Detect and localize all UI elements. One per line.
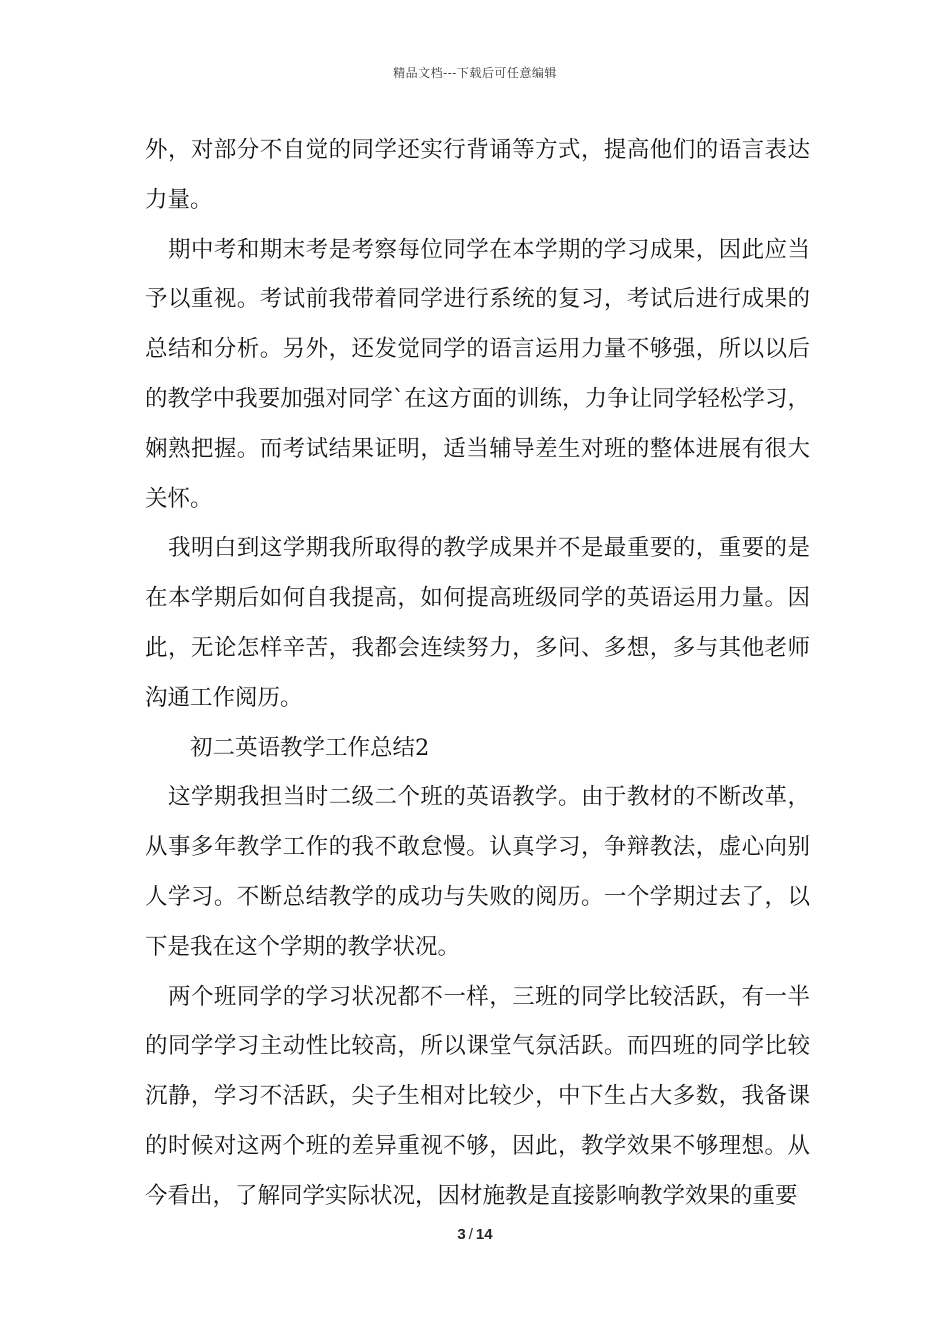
- section-heading: 初二英语教学工作总结2: [190, 734, 430, 761]
- total-pages-number: 14: [475, 1226, 493, 1243]
- page-header: 精品文档---下载后可任意编辑: [393, 66, 557, 80]
- paragraph: 我明白到这学期我所取得的教学成果并不是最重要的，重要的是在本学期后如何自我提高，如何提高班级同学的英语运用力量。因此，无论怎样辛苦，我都会连续努力，多问、多想，多与其他老师沟通工作阅历。: [145, 535, 810, 711]
- page-number-separator: /: [468, 1226, 473, 1243]
- paragraph: 这学期我担当时二级二个班的英语教学。由于教材的不断改革，从事多年教学工作的我不敢怠慢。认真学习，争辩教法，虚心向别人学习。不断总结教学的成功与失败的阅历。一个学期过去了，以下是我在这个学期的教学状况。: [145, 784, 810, 960]
- document-body: [145, 126, 810, 1222]
- paragraph: 外，对部分不自觉的同学还实行背诵等方式，提高他们的语言表达力量。: [145, 137, 810, 213]
- paragraph: 两个班同学的学习状况都不一样，三班的同学比较活跃，有一半的同学学习主动性比较高，所以课堂气氛活跃。而四班的同学比较沉静，学习不活跃，尖子生相对比较少，中下生占大多数，我备课的时候对这两个班的差异重视不够，因此，教学效果不够理想。从今看出，了解同学实际状况，因材施教是直接影响教学效果的重要: [145, 983, 810, 1209]
- page-number: [0, 1226, 950, 1243]
- current-page-number: 3: [457, 1226, 466, 1243]
- paragraph: 期中考和期末考是考察每位同学在本学期的学习成果，因此应当予以重视。考试前我带着同学进行系统的复习，考试后进行成果的总结和分析。另外，还发觉同学的语言运用力量不够强，所以以后的教学中我要加强对同学`在这方面的训练，力争让同学轻松学习，娴熟把握。而考试结果证明，适当辅导差生对班的整体进展有很大关怀。: [145, 236, 810, 512]
